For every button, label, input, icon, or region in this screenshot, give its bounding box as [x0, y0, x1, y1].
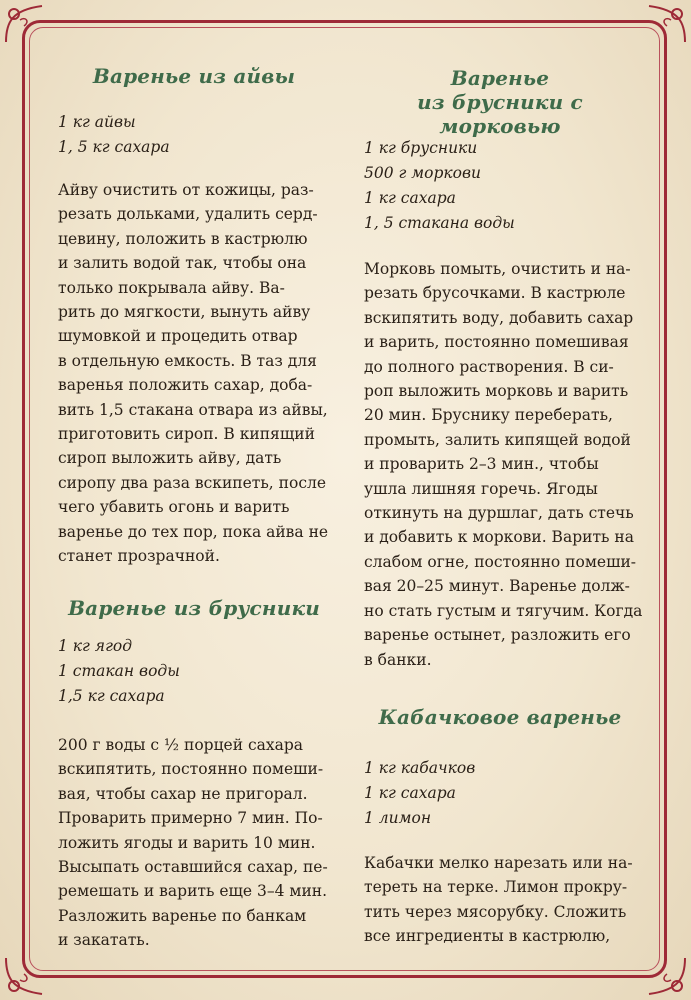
text-line: вая, чтобы сахар не пригорал.	[58, 784, 308, 803]
text-line: только покрывала айву. Ва-	[58, 278, 285, 297]
text-line: вскипятить воду, добавить сахар	[364, 308, 634, 327]
text-line: слабом огне, постоянно помеши-	[364, 552, 637, 571]
text-line: резать брусочками. В кастрюле	[364, 284, 626, 303]
instructions-quince	[58, 178, 328, 569]
ingredient-item: 1 кг брусники	[364, 139, 478, 157]
text-line: сироп выложить айву, дать	[58, 449, 282, 468]
text-line: приготовить сироп. В кипящий	[58, 425, 315, 444]
text-line: Кабачки мелко нарезать или на-	[364, 854, 633, 872]
text-line: станет прозрачной.	[58, 547, 220, 566]
text-line: промыть, залить кипящей водой	[364, 430, 631, 449]
ingredient-item: 1, 5 стакана воды	[364, 214, 515, 232]
ingredient-item: 1 лимон	[364, 809, 432, 827]
ingredient-item: 1, 5 кг сахара	[58, 138, 170, 156]
corner-ornament-icon	[645, 2, 689, 46]
text-line: в отдельную емкость. В таз для	[58, 351, 317, 370]
text-line: в банки.	[364, 650, 432, 669]
title-line: из брусники с морковью	[417, 90, 583, 138]
instructions-zucchini	[364, 851, 633, 949]
ingredient-item: 500 г моркови	[364, 164, 481, 182]
text-line: Высыпать оставшийся сахар, пе-	[58, 858, 328, 877]
instructions-lingonberry	[58, 733, 328, 953]
ingredient-item: 1 кг айвы	[58, 113, 136, 131]
ingredients-zucchini	[364, 756, 475, 831]
recipe-title-zucchini: Кабачковое варенье	[378, 705, 622, 729]
text-line: откинуть на дуршлаг, дать стечь	[364, 504, 634, 523]
text-line: вскипятить, постоянно помеши-	[58, 760, 324, 779]
ingredient-item: 1 стакан воды	[58, 662, 180, 680]
corner-ornament-icon	[2, 954, 46, 998]
text-line: шумовкой и процедить отвар	[58, 327, 298, 346]
text-line: Айву очистить от кожицы, раз-	[58, 181, 314, 199]
text-line: тереть на терке. Лимон прокру-	[364, 878, 628, 897]
text-line: и варить, постоянно помешивая	[364, 333, 629, 352]
text-line: роп выложить морковь и варить	[364, 382, 629, 401]
text-line: Разложить варенье по банкам	[58, 906, 307, 925]
text-line: ушла лишняя горечь. Ягоды	[364, 479, 598, 498]
ingredient-item: 1 кг сахара	[364, 189, 456, 207]
text-line: Проварить примерно 7 мин. По-	[58, 809, 323, 828]
text-line: ложить ягоды и варить 10 мин.	[58, 833, 316, 852]
text-line: и залить водой так, чтобы она	[58, 254, 307, 273]
text-line: сиропу два раза вскипеть, после	[58, 473, 327, 492]
text-line: ремешать и варить еще 3–4 мин.	[58, 882, 328, 901]
text-line: но стать густым и тягучим. Когда	[364, 601, 643, 620]
ingredients-quince	[58, 110, 170, 160]
text-line: тить через мясорубку. Сложить	[364, 902, 627, 921]
ingredient-item: 1 кг сахара	[364, 784, 456, 802]
text-line: варенья положить сахар, доба-	[58, 376, 313, 395]
text-line: и закатать.	[58, 931, 150, 950]
corner-ornament-icon	[2, 2, 46, 46]
title-line: Варенье	[450, 66, 550, 90]
text-line: резать дольками, удалить серд-	[58, 205, 318, 224]
text-line: Морковь помыть, очистить и на-	[364, 260, 631, 278]
ingredient-item: 1 кг ягод	[58, 637, 133, 655]
recipe-title-quince: Варенье из айвы	[92, 64, 296, 88]
recipe-title-lingonberry: Варенье из брусники	[68, 596, 320, 620]
text-line: и добавить к моркови. Варить на	[364, 528, 634, 547]
ingredients-lingonberry-carrot	[364, 136, 515, 236]
ingredients-lingonberry	[58, 634, 180, 709]
text-line: чего убавить огонь и варить	[58, 498, 290, 517]
text-line: вая 20–25 минут. Варенье долж-	[364, 577, 630, 596]
text-line: варенье до тех пор, пока айва не	[58, 522, 329, 541]
text-line: и проварить 2–3 мин., чтобы	[364, 455, 599, 474]
text-line: рить до мягкости, вынуть айву	[58, 303, 311, 322]
instructions-lingonberry-carrot	[364, 257, 642, 672]
text-line: цевину, положить в кастрюлю	[58, 229, 308, 248]
ingredient-item: 1 кг кабачков	[364, 759, 476, 777]
ingredient-item: 1,5 кг сахара	[58, 687, 165, 705]
corner-ornament-icon	[645, 954, 689, 998]
recipe-title-lingonberry-carrot	[364, 66, 636, 138]
text-line: вить 1,5 стакана отвара из айвы,	[58, 400, 328, 419]
text-line: все ингредиенты в кастрюлю,	[364, 927, 611, 946]
text-line: до полного растворения. В си-	[364, 357, 614, 376]
text-line: варенье остынет, разложить его	[364, 626, 631, 645]
text-line: 20 мин. Бруснику переберать,	[364, 406, 613, 425]
text-line: 200 г воды с ½ порцей сахара	[58, 736, 304, 754]
